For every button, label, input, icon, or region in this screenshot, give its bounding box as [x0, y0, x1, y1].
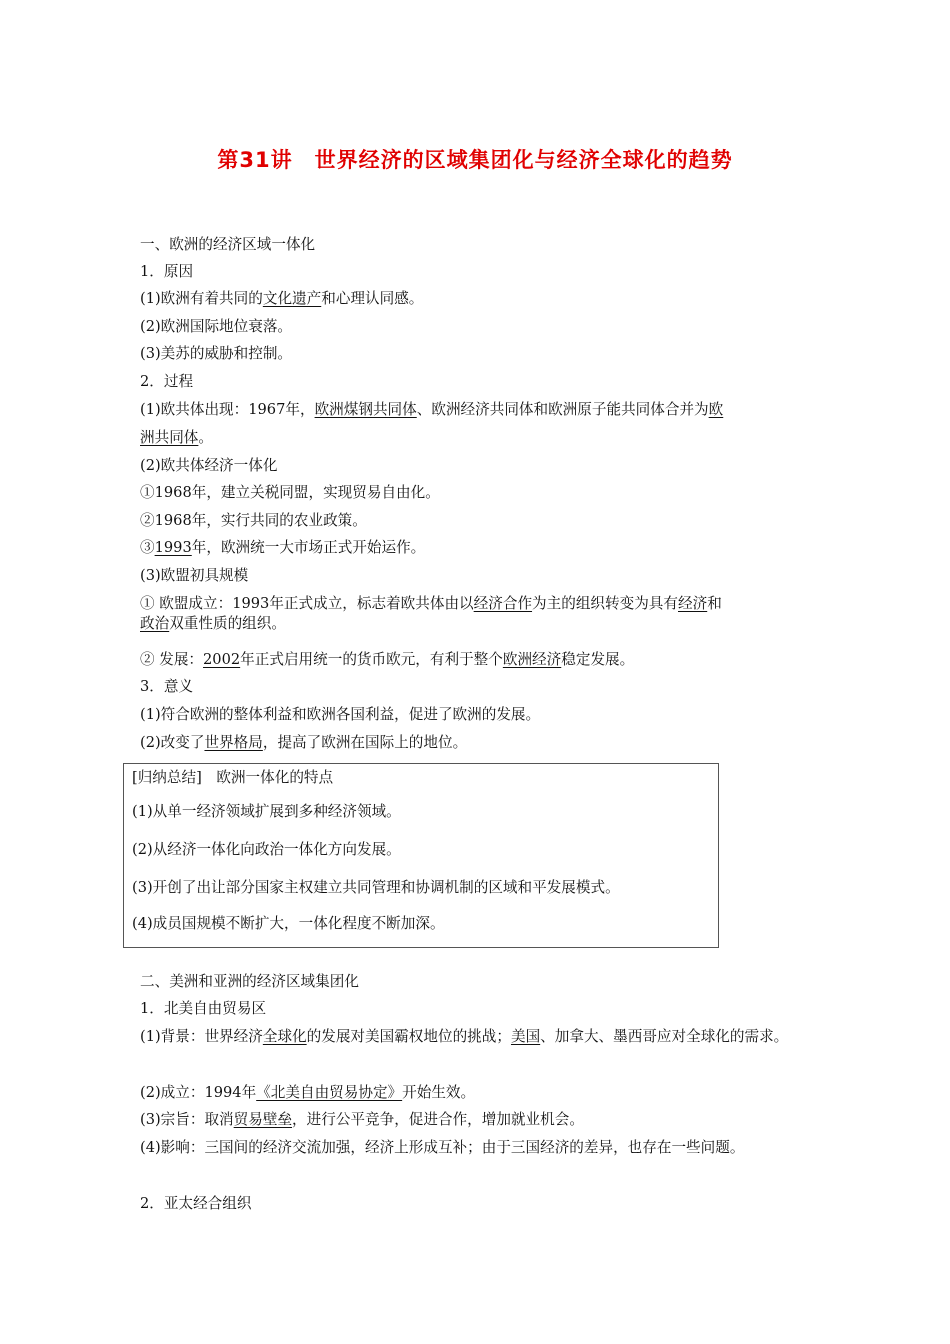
underlined-term: 1993: [154, 539, 192, 556]
summary-item: (4)成员国规模不断扩大，一体化程度不断加深。: [132, 915, 445, 932]
process-item-2a: ①1968年，建立关税同盟，实现贸易自由化。: [140, 484, 440, 501]
summary-item: (1)从单一经济领域扩展到多种经济领域。: [132, 803, 401, 820]
process-item-2c: ③1993年，欧洲统一大市场正式开始运作。: [140, 539, 426, 556]
subheading-causes: 1．原因: [140, 263, 194, 280]
underlined-term: 政治: [140, 615, 170, 632]
underlined-term: 2002: [203, 651, 241, 668]
subheading-significance: 3．意义: [140, 678, 194, 695]
summary-item: (2)从经济一体化向政治一体化方向发展。: [132, 841, 401, 858]
subheading-nafta: 1．北美自由贸易区: [140, 1000, 267, 1017]
summary-item: (3)开创了出让部分国家主权建立共同管理和协调机制的区域和平发展模式。: [132, 879, 620, 896]
underlined-term: 美国: [510, 1028, 541, 1045]
underlined-term: 洲共同体: [140, 429, 199, 446]
underlined-term: 文化遗产: [262, 290, 322, 307]
cause-item-2: (2)欧洲国际地位衰落。: [140, 318, 293, 335]
process-item-1-line2: 洲共同体。: [140, 429, 213, 446]
process-item-3a: ① 欧盟成立：1993年正式成立，标志着欧共体由以经济合作为主的组织转变为具有经济和 政治双重性质的组织。: [140, 595, 722, 632]
underlined-term: 欧洲经济: [502, 651, 562, 668]
process-item-2b: ②1968年，实行共同的农业政策。: [140, 512, 367, 529]
underlined-term: 欧: [708, 401, 724, 418]
subheading-apec: 2．亚太经合组织: [140, 1195, 252, 1212]
summary-box: [123, 763, 719, 948]
process-item-2: (2)欧共体经济一体化: [140, 457, 278, 474]
process-item-3: (3)欧盟初具规模: [140, 567, 249, 584]
nafta-item-3: (3)宗旨：取消贸易壁垒，进行公平竞争，促进合作，增加就业机会。: [140, 1111, 584, 1128]
underlined-term: 全球化: [262, 1028, 307, 1045]
cause-item-3: (3)美苏的威胁和控制。: [140, 345, 293, 362]
underlined-term: 贸易壁垒: [233, 1111, 293, 1128]
summary-heading: [归纳总结] 欧洲一体化的特点: [132, 769, 334, 786]
underlined-term: 世界格局: [204, 734, 263, 751]
nafta-item-1: (1)背景：世界经济全球化的发展对美国霸权地位的挑战；美国、加拿大、墨西哥应对全球化的需求。: [140, 1028, 789, 1045]
subheading-process: 2．过程: [140, 373, 194, 390]
cause-item-1: (1)欧洲有着共同的文化遗产和心理认同感。: [140, 290, 424, 307]
significance-item-1: (1)符合欧洲的整体利益和欧洲各国利益，促进了欧洲的发展。: [140, 706, 541, 723]
section-heading-europe: 一、欧洲的经济区域一体化: [140, 236, 316, 253]
nafta-item-2: (2)成立：1994年《北美自由贸易协定》开始生效。: [140, 1084, 476, 1101]
nafta-item-4: (4)影响：三国间的经济交流加强，经济上形成互补；由于三国经济的差异，也存在一些问题。: [140, 1139, 745, 1156]
underlined-term: 经济合作: [473, 595, 533, 612]
significance-item-2: (2)改变了世界格局，提高了欧洲在国际上的地位。: [140, 734, 468, 751]
section-heading-americas-asia: 二、美洲和亚洲的经济区域集团化: [140, 973, 359, 990]
underlined-term: 经济: [678, 595, 708, 612]
page-title: 第31讲 世界经济的区域集团化与经济全球化的趋势: [217, 148, 733, 172]
process-item-1-line1: (1)欧共体出现：1967年，欧洲煤钢共同体、欧洲经济共同体和欧洲原子能共同体合并为欧: [140, 401, 724, 418]
process-item-3b: ② 发展：2002年正式启用统一的货币欧元，有利于整个欧洲经济稳定发展。: [140, 651, 635, 668]
underlined-term: 《北美自由贸易协定》: [256, 1084, 403, 1101]
underlined-term: 欧洲煤钢共同体: [314, 401, 417, 418]
